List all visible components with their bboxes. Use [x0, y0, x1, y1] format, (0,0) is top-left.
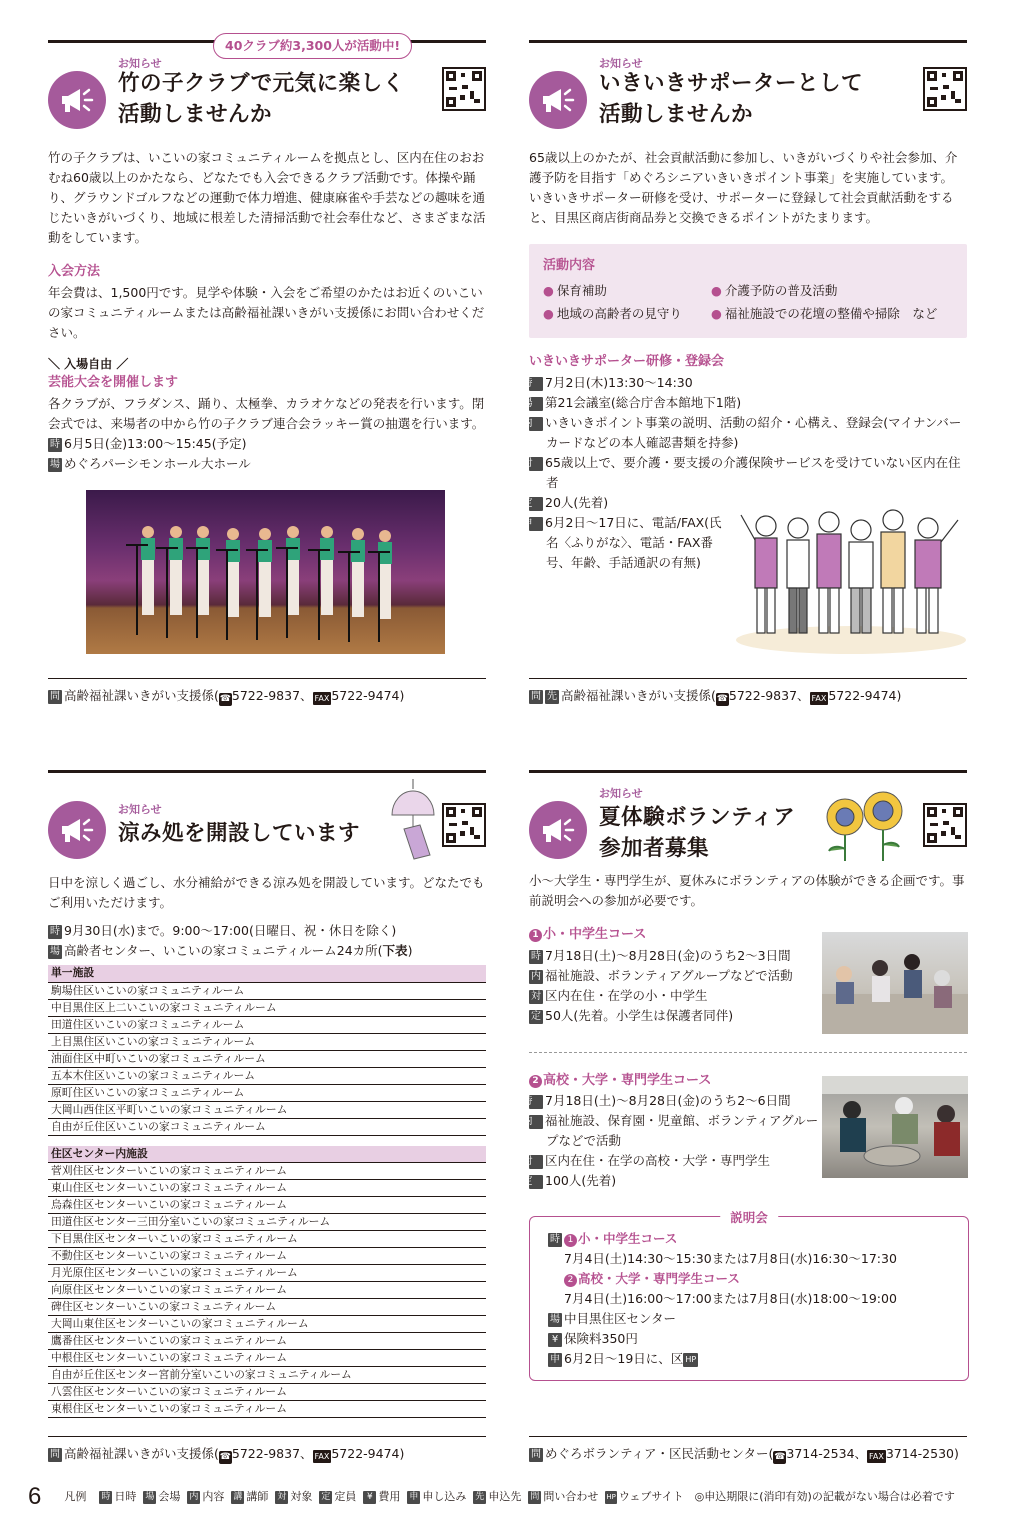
activity-item: ● 介護予防の普及活動	[711, 282, 838, 298]
target-label: 対	[529, 1155, 543, 1169]
facility-row: 東根住区センターいこいの家コミュニティルーム	[48, 1401, 486, 1418]
briefing-course2-dates: 7月4日(土)16:00～17:00または7月8日(水)18:00～19:00	[564, 1291, 897, 1306]
qr-code-icon[interactable]	[442, 67, 486, 111]
fee-label: ¥	[548, 1333, 562, 1347]
briefing-course2: 高校・大学・専門学生コース	[578, 1271, 740, 1286]
join-heading: 入会方法	[48, 264, 101, 279]
facility-row: 油面住区中町いこいの家コミュニティルーム	[48, 1050, 486, 1067]
training-capacity: 20人(先着)	[545, 494, 609, 510]
contact-dept: めぐろボランティア・区民活動センター(	[545, 1446, 774, 1461]
event-time: 6月5日(金)13:00～15:45(予定)	[64, 436, 247, 452]
facility-row: 五本木住区いこいの家コミュニティルーム	[48, 1067, 486, 1084]
section-header	[48, 773, 486, 869]
capacity-label: 定	[531, 1010, 541, 1022]
inquiry-label: 問	[50, 691, 60, 702]
table-group-heading: 住区センター内施設	[48, 1146, 486, 1163]
briefing-course1-dates: 7月4日(土)14:30～15:30または7月8日(水)16:30～17:30	[564, 1251, 897, 1266]
event-heading: 芸能大会を開催します	[48, 375, 179, 391]
cool-spot-time: 9月30日(水)まで。9:00～17:00(日曜日、祝・休日を除く)	[64, 923, 397, 938]
wind-chime-icon	[384, 777, 442, 863]
apply-label: 申	[550, 1354, 560, 1365]
target-label: 対	[529, 457, 543, 471]
activity-item: ● 保育補助	[543, 282, 607, 298]
facility-row: 下目黒住区センターいこいの家コミュニティルーム	[48, 1231, 486, 1248]
event-place: めぐろパーシモンホール大ホール	[64, 456, 251, 472]
qr-code-icon[interactable]	[923, 67, 967, 111]
facility-row: 大岡山西住区平町いこいの家コミュニティルーム	[48, 1101, 486, 1118]
facility-row: 不動住区センターいこいの家コミュニティルーム	[48, 1248, 486, 1265]
training-apply: 6月2日～17日に、電話/FAX(氏名〈ふりがな〉、電話・FAX番号、年齢、手話通訳の有無)	[545, 514, 722, 570]
course2-target: 区内在住・在学の高校・大学・専門学生	[545, 1153, 771, 1169]
legend-bar	[28, 1478, 988, 1516]
facility-row: 自由が丘住区センター宮前分室いこいの家コミュニティルーム	[48, 1367, 486, 1384]
qr-code-icon[interactable]	[923, 803, 967, 847]
briefing-place: 中目黒住区センター	[564, 1311, 677, 1326]
notice-label: お知らせ	[599, 787, 643, 800]
place-label: 場	[550, 1314, 560, 1325]
facility-row: 菅刈住区センターいこいの家コミュニティルーム	[48, 1163, 486, 1180]
facility-row: 大岡山東住区センターいこいの家コミュニティルーム	[48, 1316, 486, 1333]
table-ref: 下表	[382, 943, 408, 958]
contact-fax: 5722-9474)	[828, 688, 902, 703]
qr-code-icon[interactable]	[442, 803, 486, 847]
legend-item: 場 会場	[145, 1490, 181, 1504]
notice-label: お知らせ	[118, 803, 162, 816]
section-title: 涼み処を開設しています	[118, 821, 361, 846]
legend-item: 定 定員	[321, 1490, 357, 1504]
facility-row: 中根住区センターいこいの家コミュニティルーム	[48, 1350, 486, 1367]
phone-icon: ☎	[219, 694, 231, 704]
course1-heading: 1 小・中学生コース	[529, 925, 967, 946]
apply-to-label: 先	[547, 691, 557, 702]
inquiry-label: 問	[531, 1449, 541, 1460]
course-divider	[529, 1052, 967, 1053]
contact-phone: 5722-9837、	[728, 688, 810, 703]
website-icon[interactable]: HP	[683, 1353, 698, 1367]
contact-phone: 5722-9837、	[231, 688, 313, 703]
facility-row: 烏森住区センターいこいの家コミュニティルーム	[48, 1197, 486, 1214]
facility-row: 東山住区センターいこいの家コミュニティルーム	[48, 1180, 486, 1197]
facility-row: 田道住区いこいの家コミュニティルーム	[48, 1016, 486, 1033]
cool-spot-place: 高齢者センター、いこいの家コミュニティルーム24カ所(	[64, 943, 383, 958]
fax-icon: FAX	[811, 694, 827, 703]
legend-item: 申 申し込み	[409, 1490, 467, 1504]
content-label: 内	[529, 417, 543, 431]
megaphone-icon	[48, 801, 106, 859]
contact-footer	[529, 1436, 967, 1464]
course2-content: 福祉施設、保育園・児童館、ボランティアグループなどで活動	[545, 1113, 819, 1149]
facility-row: 向原住区センターいこいの家コミュニティルーム	[48, 1282, 486, 1299]
time-label: 時	[50, 926, 60, 937]
legend-note: ◎申込期限に(消印有効)の記載がない場合は必着です	[694, 1490, 955, 1504]
briefing-apply: 6月2日～19日に、区	[564, 1351, 684, 1366]
fax-icon: FAX	[314, 694, 330, 703]
members-badge: 40クラブ約3,300人が活動中!	[213, 33, 412, 59]
contact-dept: 高齢福祉課いきがい支援係(	[561, 688, 716, 703]
phone-icon: ☎	[716, 694, 728, 704]
activity-heading: 活動内容	[543, 258, 596, 273]
volunteer-description: 小～大学生・専門学生が、夏休みにボランティアの体験ができる企画です。事前説明会への参加が必要です。	[529, 873, 965, 908]
club-description: 竹の子クラブは、いこいの家コミュニティルームを拠点とし、区内在住のおおむね60歳以上のかたなら、どなたでも入会できるクラブ活動です。体操や踊り、グラウンドゴルフなどの運動で体力増進、健康麻雀や手芸などの趣味を通じたいきがいづくり、地域に根差した清掃活動で社会奉仕など、さまざまな活動をしています。	[48, 150, 486, 245]
contact-phone: 5722-9837、	[231, 1446, 313, 1461]
capacity-label: 定	[529, 1175, 543, 1189]
legend-item: 先 申込先	[475, 1490, 522, 1504]
activity-item: ● 地域の高齢者の見守り	[543, 306, 682, 322]
training-content: いきいきポイント事業の説明、活動の紹介・心構え、登録会(マイナンバーカードなどの本人確認書類を持参)	[545, 414, 962, 450]
section-ikiiki-supporter	[522, 40, 967, 573]
section-title: 竹の子クラブで元気に楽しく 活動しませんか	[118, 71, 405, 127]
legend-item: HP ウェブサイト	[606, 1490, 684, 1504]
section-header	[48, 38, 486, 138]
paren-close: )	[407, 943, 413, 958]
activity-box	[529, 244, 967, 338]
course1-time: 7月18日(土)～8月28日(金)のうち2～3日間	[545, 947, 791, 963]
section-takenoko-club	[48, 40, 486, 474]
notice-label: お知らせ	[599, 57, 643, 70]
section-cool-spot	[48, 770, 486, 1418]
section-header	[529, 43, 967, 138]
course1-target: 区内在住・在学の小・中学生	[545, 987, 708, 1003]
supporter-description-1: 65歳以上のかたが、社会貢献活動に参加し、いきがいづくりや社会参加、介護予防を目指す「めぐろシニアいきいきポイント事業」を実施しています。	[529, 150, 958, 185]
training-place: 第21会議室(総合庁舎本館地下1階)	[545, 394, 742, 410]
notice-label: お知らせ	[118, 57, 162, 70]
training-target: 65歳以上で、要介護・要支援の介護保険サービスを受けていない区内在住者	[545, 454, 961, 490]
phone-icon: ☎	[219, 1452, 231, 1462]
section-title: 夏体験ボランティア 参加者募集	[599, 805, 796, 861]
content-label: 内	[529, 1115, 543, 1129]
course1-capacity: 50人(先着。小学生は保護者同伴)	[545, 1007, 734, 1023]
facility-row: 駒場住区いこいの家コミュニティルーム	[48, 982, 486, 999]
content-label: 内	[531, 970, 541, 982]
megaphone-icon	[529, 801, 587, 859]
legend-item: 時 日時	[101, 1490, 137, 1504]
facility-table-single	[48, 965, 486, 1136]
table-group-heading: 単一施設	[48, 965, 486, 982]
contact-phone: 3714-2534、	[786, 1446, 868, 1461]
event-body: 各クラブが、フラダンス、踊り、太極拳、カラオケなどの発表を行います。閉会式では、来場者の中から竹の子クラブ連合会ラッキー賞の抽選を行います。	[48, 396, 485, 432]
target-label: 対	[531, 990, 541, 1002]
phone-icon: ☎	[774, 1452, 786, 1462]
contact-footer	[529, 678, 967, 706]
contact-fax: 5722-9474)	[331, 688, 405, 703]
legend-item: 対 対象	[277, 1490, 313, 1504]
facility-table-center	[48, 1146, 486, 1419]
activity-item: ● 福祉施設での花壇の整備や掃除 など	[711, 306, 938, 322]
supporter-description-2: いきいきサポーター研修を受け、サポーターに登録して社会貢献活動をすると、目黒区商店街商品券と交換できるポイントがたまります。	[529, 190, 954, 225]
place-label: 場	[50, 946, 60, 957]
capacity-label: 定	[529, 497, 543, 511]
volunteer-photo-2	[822, 1076, 968, 1178]
stage-performance-photo	[86, 490, 445, 654]
legend-title: 凡例	[64, 1490, 87, 1504]
section-title: いきいきサポーターとして 活動しませんか	[599, 71, 864, 127]
facility-row: 田道住区センター三田分室いこいの家コミュニティルーム	[48, 1214, 486, 1231]
contact-footer	[48, 678, 486, 706]
briefing-course1: 小・中学生コース	[578, 1231, 678, 1246]
time-label: 時	[529, 377, 543, 391]
free-entry-label: ＼ 入場自由 ／	[48, 356, 129, 371]
place-label: 場	[50, 459, 60, 471]
seniors-illustration	[733, 500, 968, 655]
contact-footer	[48, 1436, 486, 1464]
join-body: 年会費は、1,500円です。見学や体験・入会をご希望のかたはお近くのいこいの家コミュニティルームまたは高齢福祉課いきがい支援係にお問い合わせください。	[48, 284, 485, 340]
megaphone-icon	[48, 71, 106, 129]
course2-capacity: 100人(先着)	[545, 1173, 617, 1189]
facility-row: 八雲住区センターいこいの家コミュニティルーム	[48, 1384, 486, 1401]
fax-icon: FAX	[314, 1452, 330, 1461]
legend-item: 問 問い合わせ	[530, 1490, 599, 1504]
course2-heading: 2 高校・大学・専門学生コース	[529, 1071, 967, 1092]
volunteer-photo-1	[822, 932, 968, 1034]
facility-row: 碑住区センターいこいの家コミュニティルーム	[48, 1299, 486, 1316]
place-label: 場	[529, 397, 543, 411]
page-number: 6	[28, 1483, 42, 1510]
facility-row: 上目黒住区いこいの家コミュニティルーム	[48, 1033, 486, 1050]
time-label: 時	[550, 1234, 560, 1245]
inquiry-label: 問	[531, 691, 541, 702]
apply-label: 申	[529, 517, 543, 531]
megaphone-icon	[529, 71, 587, 129]
cool-spot-description: 日中を涼しく過ごし、水分補給ができる涼み処を開設しています。どなたでもご利用いただけます。	[48, 875, 485, 910]
briefing-box: 説明会 時 1 小・中学生コース 7月4日(土)14:30～15:30または7月8日(水)16:30～17:30 2 高校・大学・専門学生コース 7月4日(土)16:00～17:00または7月8日(水)18:00～19:00 場 中目黒住区センター ¥ 保険料350円 申 6月2日～19日に、区 HP	[529, 1216, 969, 1381]
course2-time: 7月18日(土)～8月28日(金)のうち2～6日間	[545, 1093, 791, 1109]
facility-row: 自由が丘住区いこいの家コミュニティルーム	[48, 1118, 486, 1135]
facility-row: 鷹番住区センターいこいの家コミュニティルーム	[48, 1333, 486, 1350]
time-label: 時	[50, 439, 60, 451]
legend-item: 講 講師	[233, 1490, 269, 1504]
section-header	[529, 773, 967, 871]
facility-row: 原町住区いこいの家コミュニティルーム	[48, 1084, 486, 1101]
contact-fax: 5722-9474)	[331, 1446, 405, 1461]
legend-item: 内 内容	[189, 1490, 225, 1504]
briefing-fee: 保険料350円	[564, 1331, 638, 1346]
fax-icon: FAX	[869, 1452, 884, 1461]
contact-dept: 高齢福祉課いきがい支援係(	[64, 1446, 219, 1461]
training-time: 7月2日(木)13:30～14:30	[545, 374, 693, 390]
time-label: 時	[529, 1095, 543, 1109]
contact-fax: 3714-2530)	[885, 1446, 959, 1461]
inquiry-label: 問	[50, 1449, 60, 1460]
legend-item: ¥ 費用	[363, 1488, 400, 1505]
time-label: 時	[531, 950, 541, 962]
facility-row: 月光原住区センターいこいの家コミュニティルーム	[48, 1265, 486, 1282]
contact-dept: 高齢福祉課いきがい支援係(	[64, 688, 219, 703]
sunflower-icon	[821, 791, 913, 863]
training-heading: いきいきサポーター研修・登録会	[529, 354, 725, 369]
course1-content: 福祉施設、ボランティアグループなどで活動	[545, 967, 793, 983]
briefing-heading: 説明会	[720, 1208, 778, 1228]
facility-row: 中目黒住区上二いこいの家コミュニティルーム	[48, 999, 486, 1016]
